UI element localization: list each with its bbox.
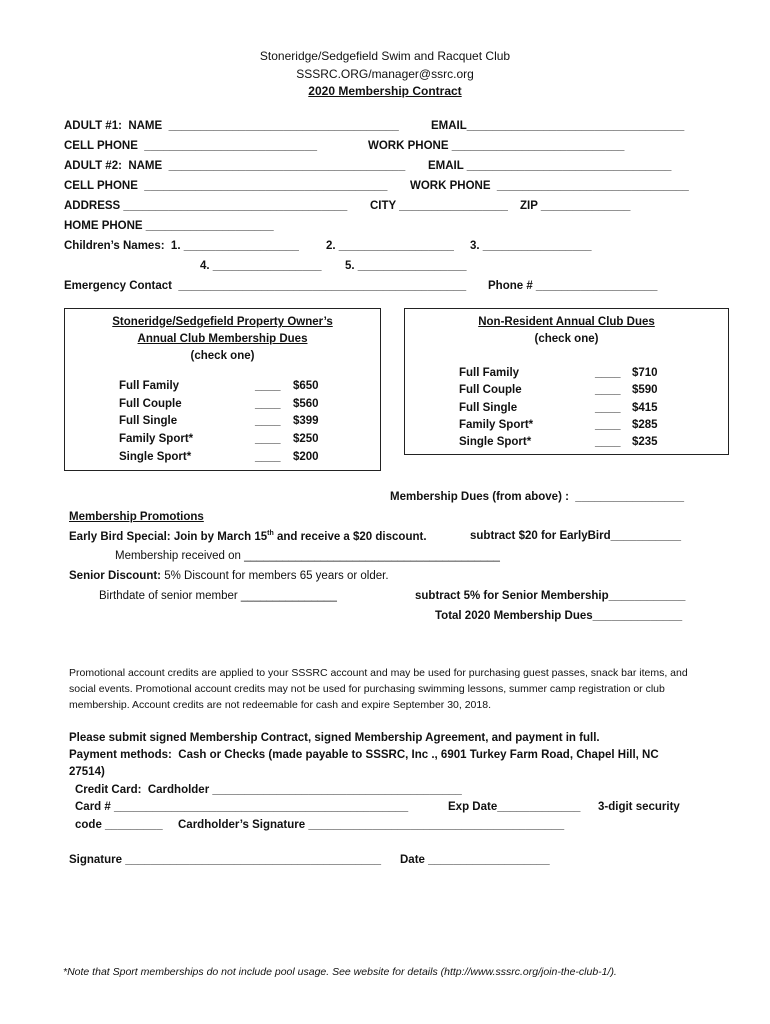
zip-field[interactable]: ZIP ______________ (520, 200, 631, 212)
nonresident-option-checkbox[interactable]: ____ (595, 419, 621, 431)
senior-discount-text: 5% Discount for members 65 years or older. (164, 570, 389, 582)
nonresident-option-label: Full Couple (459, 384, 522, 396)
club-contact: SSSRC.ORG/manager@ssrc.org (296, 67, 474, 81)
nonresident-option-checkbox[interactable]: ____ (595, 384, 621, 396)
owner-option-price: $560 (293, 398, 319, 410)
promo-credits-text: Promotional account credits are applied to your SSSRC account and may be used for purchasing guest passes, snack bar items, and social events. Promotional account credits may not be used for purchasing swimming lessons, summer camp registration or club membership. Account credits are not redeemable for cash and expire September 30, 2018. (69, 667, 688, 711)
payment-methods: Payment methods: Cash or Checks (made payable to SSSRC, Inc ., 6901 Turkey Farm Road, Chapel Hill, NC (69, 749, 659, 761)
nonresident-option-label: Family Sport* (459, 419, 534, 431)
home-phone-field[interactable]: HOME PHONE ____________________ (64, 220, 274, 232)
nonresident-option-price: $415 (632, 402, 658, 414)
owner-option-checkbox[interactable]: ____ (255, 380, 281, 392)
nonresident-option-label: Single Sport* (459, 436, 532, 448)
nonresident-option-price: $710 (632, 367, 658, 379)
signature-field[interactable]: Signature ________________________________________ (69, 854, 382, 866)
owner-box-subtitle: (check one) (190, 350, 255, 362)
owner-option-checkbox[interactable]: ____ (255, 433, 281, 445)
owner-dues-box (64, 308, 381, 471)
cell-phone-1-field[interactable]: CELL PHONE ___________________________ (64, 140, 317, 152)
adult1-name-field[interactable]: ADULT #1: NAME ____________________________________ (64, 120, 399, 132)
nonresident-option-checkbox[interactable]: ____ (595, 367, 621, 379)
club-name: Stoneridge/Sedgefield Swim and Racquet Club (259, 49, 511, 63)
nonresident-dues-box (404, 308, 729, 455)
child3-field[interactable]: 3. _________________ (470, 240, 592, 252)
child4-field[interactable]: 4. _________________ (200, 260, 322, 272)
nonresident-option-price: $590 (632, 384, 658, 396)
owner-option-price: $650 (293, 380, 319, 392)
date-field[interactable]: Date ___________________ (400, 854, 550, 866)
owner-option-label: Full Single (119, 415, 178, 427)
owner-option-checkbox[interactable]: ____ (255, 451, 281, 463)
membership-received-field[interactable]: Membership received on ________________________________________ (115, 550, 500, 562)
total-dues-field[interactable]: Total 2020 Membership Dues______________ (435, 610, 683, 622)
owner-option-price: $250 (293, 433, 319, 445)
cell-phone-2-field[interactable]: CELL PHONE ______________________________________ (64, 180, 388, 192)
nonresident-option-label: Full Single (459, 402, 518, 414)
owner-option-checkbox[interactable]: ____ (255, 398, 281, 410)
work-phone-1-field[interactable]: WORK PHONE ___________________________ (368, 140, 625, 152)
security-code-label: 3-digit security (598, 801, 680, 813)
child2-field[interactable]: 2. __________________ (326, 240, 454, 252)
owner-option-label: Full Family (119, 380, 180, 392)
nonresident-box-title: Non-Resident Annual Club Dues (478, 316, 655, 328)
adult2-email-field[interactable]: EMAIL ________________________________ (428, 160, 672, 172)
early-bird-subtract-field[interactable]: subtract $20 for EarlyBird___________ (470, 530, 681, 542)
promotions-heading: Membership Promotions (69, 511, 204, 523)
early-bird-main: Early Bird Special: Join by March 15 (69, 530, 268, 543)
senior-discount-line (69, 570, 389, 582)
security-code-field[interactable]: code _________ (75, 819, 163, 831)
adult2-name-field[interactable]: ADULT #2: NAME _____________________________________ (64, 160, 406, 172)
submit-instructions: Please submit signed Membership Contract, signed Membership Agreement, and payment in full. (69, 732, 600, 744)
membership-dues-field[interactable]: Membership Dues (from above) : _________________ (390, 491, 685, 503)
senior-birthdate-field[interactable]: Birthdate of senior member _______________ (99, 590, 337, 602)
owner-box-title-2: Annual Club Membership Dues (137, 333, 308, 345)
owner-option-label: Full Couple (119, 398, 182, 410)
cardholder-field[interactable]: Credit Card: Cardholder _______________________________________ (75, 784, 462, 796)
owner-option-price: $399 (293, 415, 319, 427)
nonresident-option-checkbox[interactable]: ____ (595, 436, 621, 448)
early-bird-sup: th (267, 530, 274, 537)
child5-field[interactable]: 5. _________________ (345, 260, 467, 272)
early-bird-rest: and receive a $20 discount. (273, 530, 427, 543)
emergency-contact-field[interactable]: Emergency Contact _____________________________________________ (64, 280, 467, 292)
sport-membership-footnote: *Note that Sport memberships do not include pool usage. See website for details (http://www.sssrc.org/join-the-club-1/). (63, 966, 617, 978)
nonresident-option-label: Full Family (459, 367, 520, 379)
early-bird-text (69, 530, 427, 543)
nonresident-option-checkbox[interactable]: ____ (595, 402, 621, 414)
page-title: 2020 Membership Contract (308, 84, 462, 98)
exp-date-field[interactable]: Exp Date_____________ (448, 801, 581, 813)
owner-option-price: $200 (293, 451, 319, 463)
card-number-field[interactable]: Card # ______________________________________________ (75, 801, 409, 813)
city-field[interactable]: CITY _________________ (370, 200, 508, 212)
senior-discount-label: Senior Discount: (69, 570, 165, 582)
address-field[interactable]: ADDRESS ___________________________________ (64, 200, 348, 212)
emergency-phone-field[interactable]: Phone # ___________________ (488, 280, 658, 292)
nonresident-option-price: $285 (632, 419, 658, 431)
nonresident-option-price: $235 (632, 436, 658, 448)
owner-option-label: Single Sport* (119, 451, 192, 463)
senior-subtract-field[interactable]: subtract 5% for Senior Membership____________ (415, 590, 686, 602)
work-phone-2-field[interactable]: WORK PHONE ______________________________ (410, 180, 689, 192)
cardholder-signature-field[interactable]: Cardholder’s Signature ________________________________________ (178, 819, 565, 831)
owner-option-label: Family Sport* (119, 433, 194, 445)
owner-option-checkbox[interactable]: ____ (255, 415, 281, 427)
adult1-email-field[interactable]: EMAIL__________________________________ (431, 120, 685, 132)
child1-field[interactable]: Children’s Names: 1. __________________ (64, 240, 299, 252)
owner-box-title-1: Stoneridge/Sedgefield Property Owner’s (112, 316, 333, 328)
nonresident-box-subtitle: (check one) (534, 333, 599, 345)
payment-methods-zip: 27514) (69, 766, 105, 778)
